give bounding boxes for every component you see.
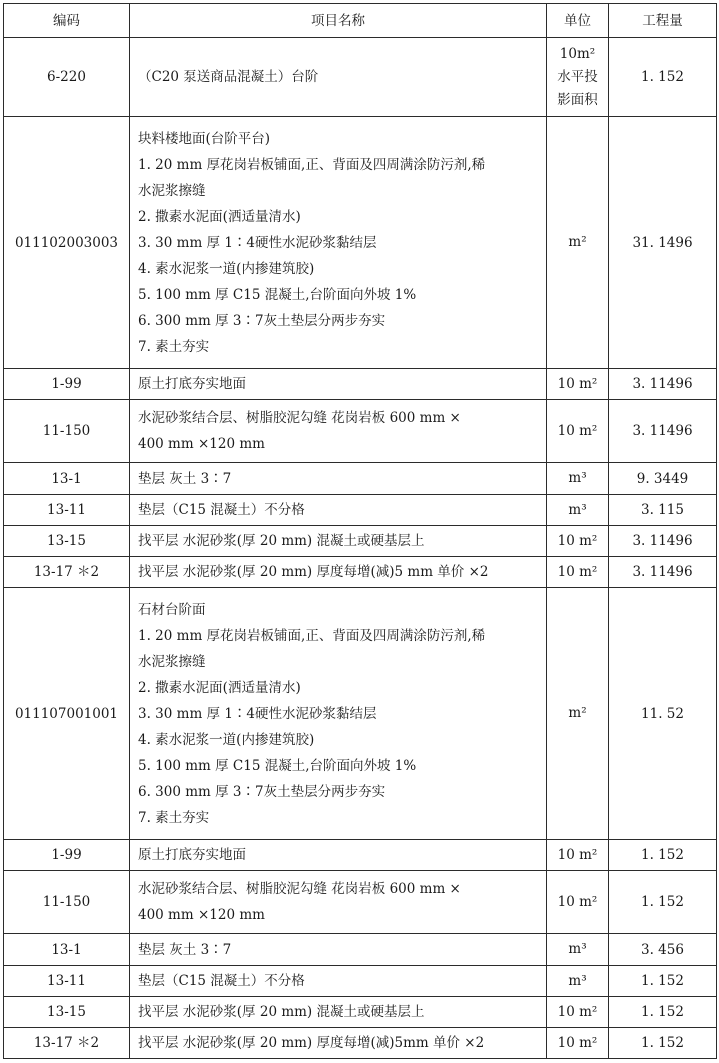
cell-code: 13-1 <box>4 463 130 495</box>
cell-qty: 1. 152 <box>609 840 717 871</box>
header-name: 项目名称 <box>130 4 547 38</box>
cell-name <box>130 588 547 840</box>
table-row <box>4 1028 717 1059</box>
name-line: （C20 泵送商品混凝土）台阶 <box>138 69 319 85</box>
name-line: 石材台阶面 <box>138 601 206 618</box>
cell-unit <box>547 495 609 526</box>
table-row <box>4 38 717 117</box>
name-line: 4. 素水泥浆一道(内掺建筑胶) <box>138 260 315 277</box>
name-line: 水泥砂浆结合层、树脂胶泥勾缝 花岗岩板 600 mm × <box>138 881 461 897</box>
name-line: 6. 300 mm 厚 3∶7灰土垫层分两步夯实 <box>138 783 386 800</box>
cell-code: 011102003003 <box>4 117 130 369</box>
header-unit: 单位 <box>547 4 609 38</box>
cell-unit <box>547 38 609 117</box>
name-line: 6. 300 mm 厚 3∶7灰土垫层分两步夯实 <box>138 312 386 329</box>
cell-name <box>130 117 547 369</box>
cell-unit <box>547 871 609 934</box>
name-line: 1. 20 mm 厚花岗岩板铺面,正、背面及四周满涂防污剂,稀 <box>138 156 486 173</box>
cell-code: 13-11 <box>4 966 130 997</box>
cell-name <box>130 557 547 588</box>
cell-qty: 3. 11496 <box>609 369 717 400</box>
cell-code: 1-99 <box>4 840 130 871</box>
name-line: 找平层 水泥砂浆(厚 20 mm) 厚度每增(减)5 mm 单价 ×2 <box>138 564 489 580</box>
cell-name <box>130 369 547 400</box>
name-line: 水泥浆擦缝 <box>138 182 206 199</box>
table-row <box>4 400 717 463</box>
name-line: 垫层 灰土 3∶7 <box>138 941 232 958</box>
cell-code: 13-17 ＊2 <box>4 557 130 588</box>
cell-name <box>130 400 547 463</box>
cell-qty: 3. 11496 <box>609 400 717 463</box>
cell-unit <box>547 1028 609 1059</box>
name-line: 水泥浆擦缝 <box>138 653 206 670</box>
name-line: 找平层 水泥砂浆(厚 20 mm) 混凝土或硬基层上 <box>138 533 425 549</box>
table-row <box>4 463 717 495</box>
cell-qty: 1. 152 <box>609 997 717 1028</box>
cell-unit <box>547 557 609 588</box>
name-line: 垫层 灰土 3∶7 <box>138 470 232 487</box>
table-row <box>4 934 717 966</box>
unit-line: 10 m² <box>557 846 598 863</box>
name-line: 原土打底夯实地面 <box>138 847 246 863</box>
cell-qty: 3. 115 <box>609 495 717 526</box>
name-line: 块料楼地面(台阶平台) <box>138 130 271 147</box>
cell-code: 13-15 <box>4 997 130 1028</box>
name-line: 垫层（C15 混凝土）不分格 <box>138 502 305 518</box>
unit-line: m² <box>568 234 587 250</box>
name-line: 4. 素水泥浆一道(内掺建筑胶) <box>138 731 315 748</box>
cell-code: 13-11 <box>4 495 130 526</box>
cell-qty: 3. 11496 <box>609 557 717 588</box>
cell-qty: 1. 152 <box>609 38 717 117</box>
cell-code: 011107001001 <box>4 588 130 840</box>
cell-name <box>130 1028 547 1059</box>
cell-name <box>130 966 547 997</box>
cell-unit <box>547 934 609 966</box>
table-row <box>4 526 717 557</box>
cell-qty: 1. 152 <box>609 871 717 934</box>
name-line: 3. 30 mm 厚 1∶4硬性水泥砂浆黏结层 <box>138 234 377 251</box>
table-row <box>4 117 717 369</box>
cell-qty: 1. 152 <box>609 1028 717 1059</box>
name-line: 水泥砂浆结合层、树脂胶泥勾缝 花岗岩板 600 mm × <box>138 410 461 426</box>
unit-line: 影面积 <box>557 91 598 108</box>
table-row <box>4 840 717 871</box>
header-qty: 工程量 <box>609 4 717 38</box>
cell-unit <box>547 966 609 997</box>
name-line: 2. 撒素水泥面(洒适量清水) <box>138 208 301 225</box>
cell-unit <box>547 588 609 840</box>
cell-name <box>130 526 547 557</box>
cell-name <box>130 997 547 1028</box>
table-row <box>4 588 717 840</box>
unit-line: 10m² <box>559 45 596 62</box>
cell-code: 1-99 <box>4 369 130 400</box>
cell-unit <box>547 117 609 369</box>
name-line: 找平层 水泥砂浆(厚 20 mm) 厚度每增(减)5mm 单价 ×2 <box>138 1035 485 1051</box>
unit-line: m² <box>568 705 587 721</box>
name-line: 400 mm ×120 mm <box>138 436 265 452</box>
cell-qty: 9. 3449 <box>609 463 717 495</box>
cell-code: 6-220 <box>4 38 130 117</box>
unit-line: m³ <box>568 470 587 486</box>
cell-name <box>130 871 547 934</box>
cell-qty: 3. 11496 <box>609 526 717 557</box>
name-line: 垫层（C15 混凝土）不分格 <box>138 973 305 989</box>
cell-unit <box>547 369 609 400</box>
unit-line: 10 m² <box>557 1003 598 1020</box>
cell-code: 13-1 <box>4 934 130 966</box>
unit-line: 10 m² <box>557 532 598 549</box>
table-row <box>4 871 717 934</box>
name-line: 1. 20 mm 厚花岗岩板铺面,正、背面及四周满涂防污剂,稀 <box>138 627 486 644</box>
unit-line: 10 m² <box>557 563 598 580</box>
header-code: 编码 <box>4 4 130 38</box>
cell-unit <box>547 526 609 557</box>
table-row <box>4 557 717 588</box>
table-row <box>4 966 717 997</box>
name-line: 7. 素土夯实 <box>138 338 210 355</box>
cell-name <box>130 38 547 117</box>
unit-line: m³ <box>568 941 587 957</box>
cell-name <box>130 495 547 526</box>
cell-unit <box>547 400 609 463</box>
cell-code: 13-15 <box>4 526 130 557</box>
name-line: 5. 100 mm 厚 C15 混凝土,台阶面向外坡 1% <box>138 757 417 774</box>
cell-qty: 3. 456 <box>609 934 717 966</box>
cell-name <box>130 463 547 495</box>
unit-line: m³ <box>568 972 587 989</box>
cell-qty: 11. 52 <box>609 588 717 840</box>
name-line: 7. 素土夯实 <box>138 809 210 826</box>
unit-line: m³ <box>568 501 587 518</box>
name-line: 400 mm ×120 mm <box>138 907 265 923</box>
unit-line: 10 m² <box>557 375 598 392</box>
name-line: 5. 100 mm 厚 C15 混凝土,台阶面向外坡 1% <box>138 286 417 303</box>
cell-unit <box>547 840 609 871</box>
cell-unit <box>547 463 609 495</box>
cell-unit <box>547 997 609 1028</box>
unit-line: 水平投 <box>557 68 598 85</box>
unit-line: 10 m² <box>557 1034 598 1051</box>
header-row <box>4 4 717 38</box>
cell-code: 11-150 <box>4 871 130 934</box>
table-row <box>4 997 717 1028</box>
cell-code: 11-150 <box>4 400 130 463</box>
name-line: 找平层 水泥砂浆(厚 20 mm) 混凝土或硬基层上 <box>138 1004 425 1020</box>
cell-qty: 31. 1496 <box>609 117 717 369</box>
name-line: 原土打底夯实地面 <box>138 376 246 392</box>
cell-name <box>130 934 547 966</box>
name-line: 3. 30 mm 厚 1∶4硬性水泥砂浆黏结层 <box>138 705 377 722</box>
table-body <box>4 38 717 1059</box>
cell-qty: 1. 152 <box>609 966 717 997</box>
unit-line: 10 m² <box>557 893 598 910</box>
unit-line: 10 m² <box>557 422 598 439</box>
name-line: 2. 撒素水泥面(洒适量清水) <box>138 679 301 696</box>
quantity-table <box>3 3 717 1059</box>
cell-code: 13-17 ＊2 <box>4 1028 130 1059</box>
table-row <box>4 369 717 400</box>
cell-name <box>130 840 547 871</box>
table-row <box>4 495 717 526</box>
